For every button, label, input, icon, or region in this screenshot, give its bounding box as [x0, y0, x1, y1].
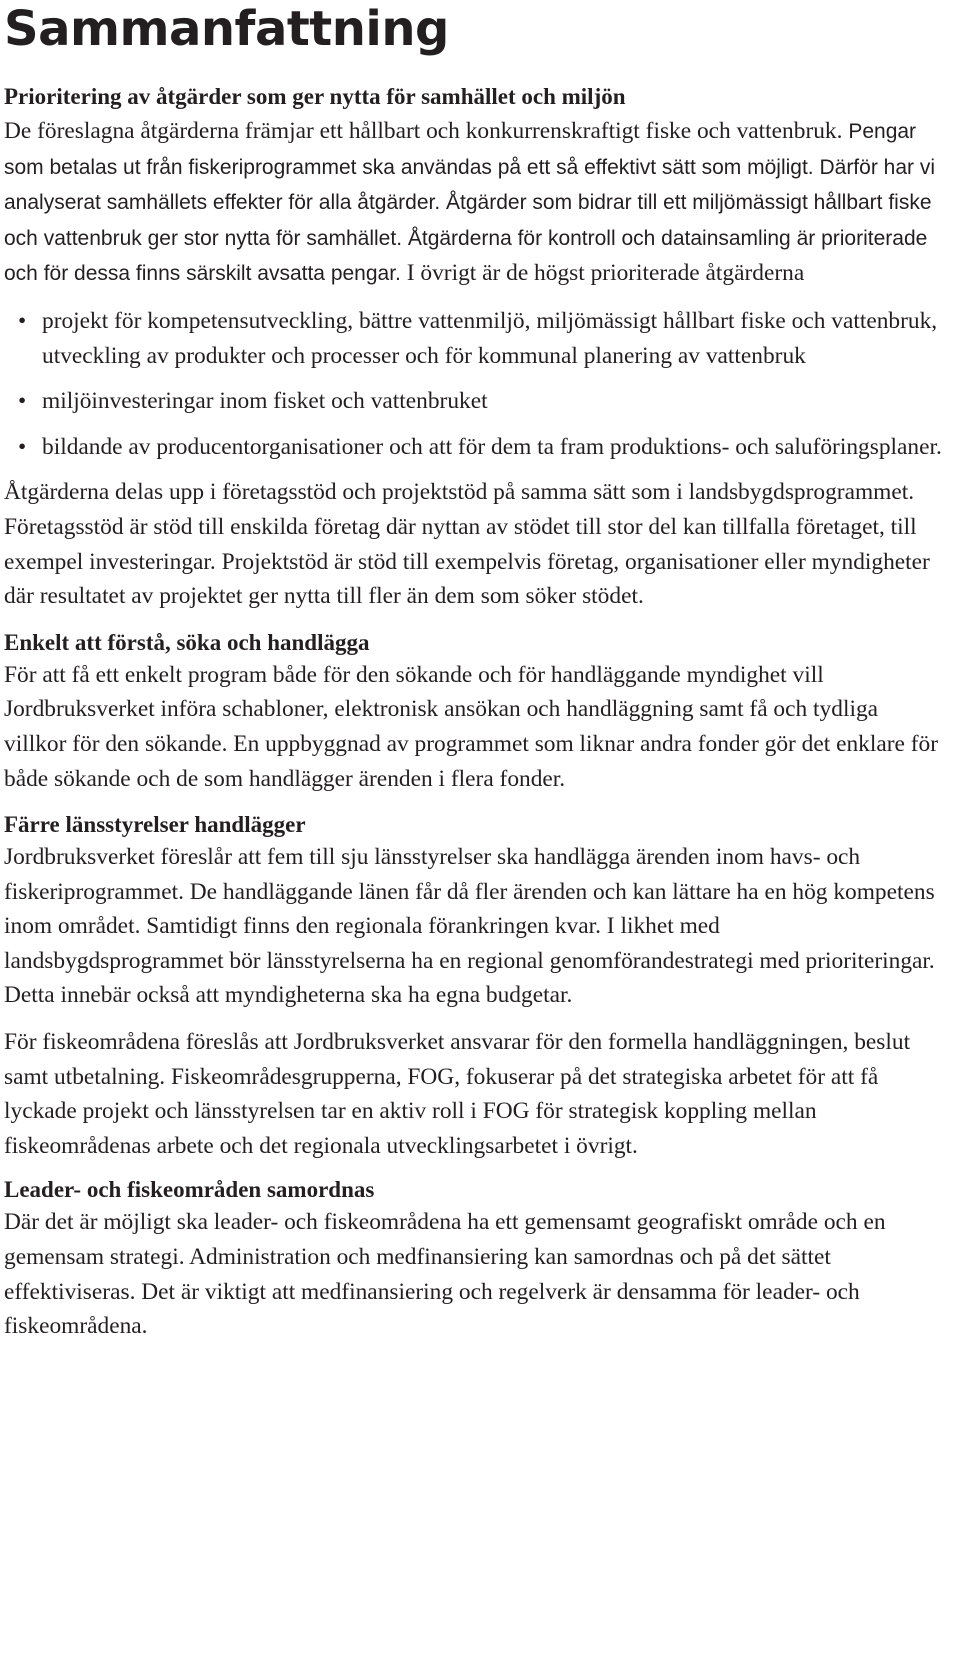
paragraph-serif-sentence: De föreslagna åtgärderna främjar ett hållbart och konkurrenskraftigt fiske och vattenbruk.	[4, 118, 843, 144]
section-heading-farre-lansstyrelser: Färre länsstyrelser handlägger	[4, 812, 306, 838]
section-heading-leader: Leader- och fiskeområden samordnas	[4, 1177, 375, 1203]
bullet-icon: •	[18, 307, 27, 334]
list-item	[4, 384, 960, 419]
paragraph-fiskeomraden: För fiskeområdena föreslås att Jordbruksverket ansvarar för den formella handläggningen, beslut samt utbetalning. Fiskeområdesgrupperna, FOG, fokuserar på det strategiska arbetet för att få lyckade projekt och länsstyrelsen tar en aktiv roll i FOG för strategisk koppling mellan fiskeområdenas arbete och det regionala utvecklingsarbetet i övrigt.	[4, 1029, 911, 1159]
paragraph-sans-sentences: Pengar som betalas ut från fiskeriprogrammet ska användas på ett så effektivt sätt som möjligt. Därför har vi analyserat samhällets effekter för alla åtgärder. Åtgärder som bidrar till ett miljömässigt hållbart fiske och vattenbruk ger stor nytta för samhället. Åtgärderna för kontroll och datainsamling är prioriterade och för dessa finns särskilt avsatta pengar.	[4, 120, 936, 286]
priority-list	[4, 304, 960, 464]
section-heading-prioritering: Prioritering av åtgärder som ger nytta för samhället och miljön	[4, 84, 626, 109]
list-item-text: bildande av producentorganisationer och att för dem ta fram produktions- och saluföringsplaner.	[42, 433, 942, 460]
section-heading-enkelt: Enkelt att förstå, söka och handlägga	[4, 629, 370, 655]
list-item-text: projekt för kompetensutveckling, bättre vattenmiljö, miljömässigt hållbart fiske och vattenbruk, utveckling av produkter och processer och för kommunal planering av vattenbruk	[42, 307, 938, 369]
paragraph-enkelt: För att få ett enkelt program både för den sökande och för handläggande myndighet vill Jordbruksverket införa schabloner, elektronisk ansökan och handläggning samt få och tydliga villkor för den sökande. En uppbyggnad av programmet som liknar andra fonder gör det enklare för både sökande och de som handlägger ärenden i flera fonder.	[4, 661, 939, 792]
bullet-icon: •	[18, 388, 27, 415]
list-item	[4, 304, 960, 373]
list-item-text: miljöinvesteringar inom fisket och vattenbruket	[42, 388, 488, 415]
paragraph-foretagsstod-projektstod: Åtgärderna delas upp i företagsstöd och projektstöd på samma sätt som i landsbygdsprogrammet. Företagsstöd är stöd till enskilda företag där nyttan av stödet till stor del kan tillfalla företaget, till exempel investeringar. Projektstöd är stöd till exempelvis företag, organisationer eller myndigheter där resultatet av projektet ger nytta till fler än dem som söker stödet.	[4, 479, 930, 610]
bullet-icon: •	[18, 433, 27, 460]
paragraph-serif-lead-in: I övrigt är de högst prioriterade åtgärderna	[406, 260, 805, 287]
list-item	[4, 430, 960, 465]
paragraph-prioritering-intro	[4, 114, 960, 292]
page-title: Sammanfattning	[4, 1, 449, 57]
paragraph-leader: Där det är möjligt ska leader- och fiskeområdena ha ett gemensamt geografiskt område och en gemensam strategi. Administration och medfinansiering kan samordnas och på det sättet effektiviseras. Det är viktigt att medfinansiering och regelverk är densamma för leader- och fiskeområdena.	[4, 1209, 886, 1340]
paragraph-lansstyrelser: Jordbruksverket föreslår att fem till sju länsstyrelser ska handlägga ärenden inom havs- och fiskeriprogrammet. De handläggande länen får då fler ärenden och kan lättare ha en hög kompetens inom området. Samtidigt finns den regionala förankringen kvar. I likhet med landsbygdsprogrammet bör länsstyrelserna ha en regional genomförandestrategi med prioriteringar. Detta innebär också att myndigheterna ska ha egna budgetar.	[4, 844, 935, 1009]
